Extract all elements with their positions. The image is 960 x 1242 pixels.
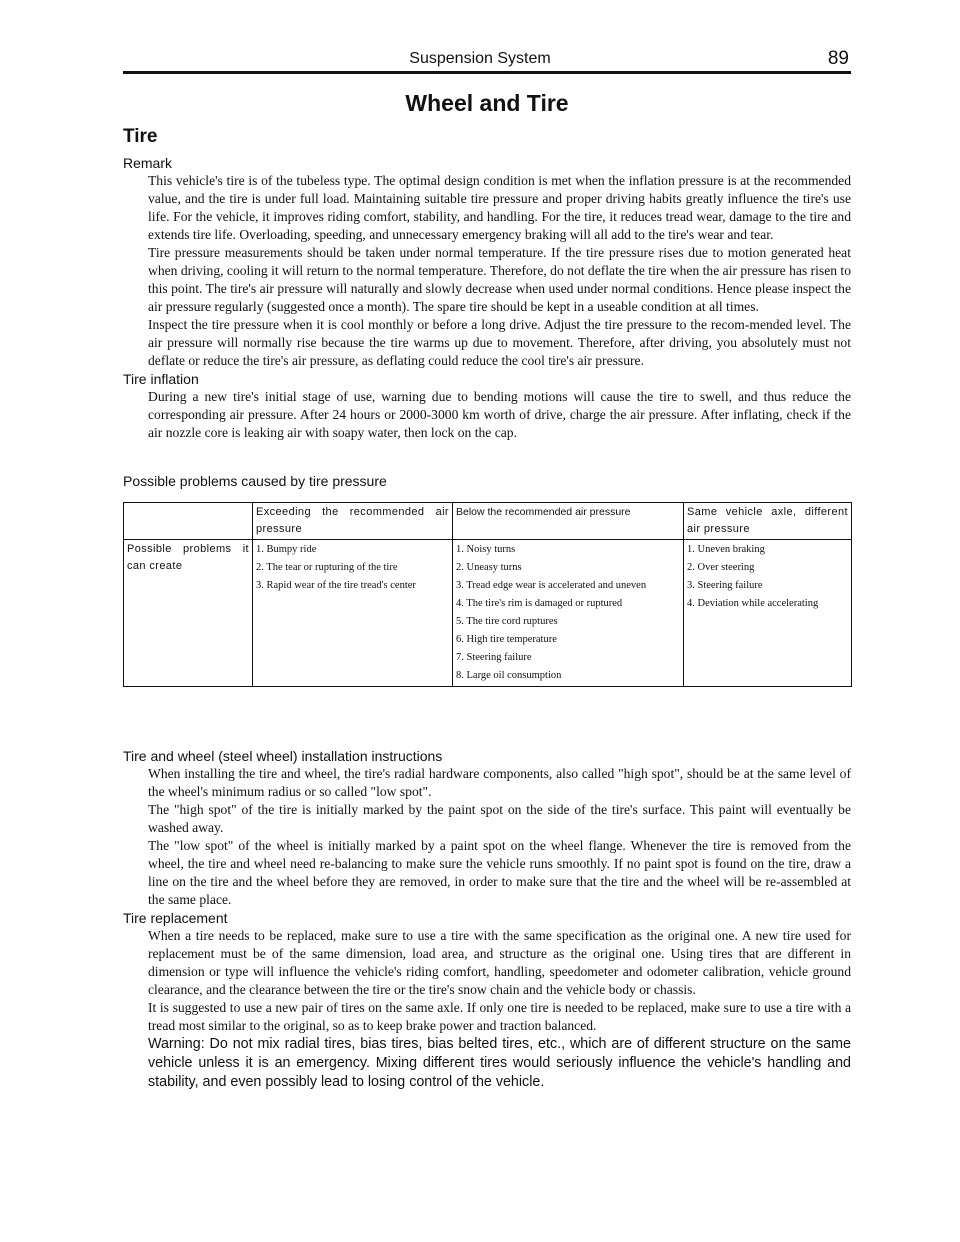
replacement-warning: Warning: Do not mix radial tires, bias tires, bias belted tires, etc., which are of different structure on the same vehicle unless it is an emergency. Mixing different tires would seriously influence the vehicle's handling and stability, and even possibly lead to losing control of the vehicle. [148, 1036, 851, 1090]
list-item: 3. Steering failure [687, 580, 763, 591]
table-row [124, 540, 852, 687]
tire-pressure-problems-table [123, 502, 852, 687]
list-item: 3. Rapid wear of the tire tread's center [256, 580, 416, 591]
list-item: 5. The tire cord ruptures [456, 616, 558, 627]
section-heading-tire: Tire [123, 126, 158, 147]
table-header-row [124, 503, 852, 540]
installation-paragraph: The "high spot" of the tire is initially marked by the paint spot on the side of the tire's surface. This paint will eventually be washed away. [148, 802, 851, 835]
page-content [123, 90, 851, 1092]
header-rule [123, 71, 851, 74]
installation-section [123, 747, 851, 909]
replacement-heading: Tire replacement [123, 910, 228, 926]
replacement-paragraph: It is suggested to use a new pair of tires on the same axle. If only one tire is needed to be replaced, make sure to use a tire with a tread most similar to the original, so as to keep brake power and traction balanced. [148, 1000, 851, 1033]
inflation-section [123, 370, 851, 442]
inflation-heading: Tire inflation [123, 371, 199, 387]
table-cell-exceeding [253, 540, 453, 687]
replacement-paragraph: When a tire needs to be replaced, make sure to use a tire with the same specification as the original one. A new tire used for replacement must be of the same dimension, load area, and structure as the original one. Using tires that are different in dimension or type will influence the vehicle's riding comfort, handling, speedometer and odometer calibration, vehicle ground clearance, and the clearance between the tire or the tire's snow chain and the vehicle body or chassis. [148, 928, 851, 997]
inflation-paragraph: During a new tire's initial stage of use, warning due to bending motions will cause the tire to swell, and thus reduce the corresponding air pressure. After 24 hours or 2000-3000 km worth of drive, charge the air pressure. After inflating, check if the air nozzle core is leaking air with soapy water, then lock on the cap. [148, 389, 851, 440]
running-header-title: Suspension System [409, 50, 551, 67]
page-title: Wheel and Tire [405, 90, 569, 116]
list-item: 7. Steering failure [456, 652, 532, 663]
remark-paragraph: Tire pressure measurements should be taken under normal temperature. If the tire pressure rises due to motion generated heat when driving, cooling it will return to the normal temperature. Therefore, do not deflate the tire when the air pressure has risen to this point. The tire's air pressure will naturally and slowly decrease when used under normal conditions. Hence please inspect the air pressure regularly (suggested once a month). The spare tire should be kept in a useable condition at all times. [148, 245, 851, 314]
installation-paragraph: When installing the tire and wheel, the tire's radial hardware components, also called "high spot", should be at the same level of the wheel's minimum radius or so called "low spot". [148, 766, 851, 799]
list-item: 2. The tear or rupturing of the tire [256, 562, 398, 573]
table-header-same-axle: Same vehicle axle, different air pressure [684, 503, 852, 540]
installation-paragraph: The "low spot" of the wheel is initially marked by a paint spot on the wheel flange. Whenever the tire is removed from the wheel, the tire and wheel need re-balancing to make sure the vehicle runs smoothly. If no paint spot is found on the tire, draw a line on the tire and the wheel before they are removed, in order to make sure that the tire and the wheel will be re-assembled at the same place. [148, 838, 851, 907]
remark-paragraph: Inspect the tire pressure when it is cool monthly or before a long drive. Adjust the tire pressure to the recom-mended level. The air pressure will normally rise because the tire warms up due to movement. Therefore, after driving, you absolutely must not deflate or reduce the tire's air pressure, as deflating could reduce the cool tire's air pressure. [148, 317, 851, 368]
remark-section [123, 154, 851, 370]
list-item: 8. Large oil consumption [456, 670, 562, 681]
table-header-blank-cell [124, 503, 253, 540]
page-number: 89 [827, 48, 849, 69]
list-item: 1. Uneven braking [687, 544, 765, 555]
table-cell-below [453, 540, 684, 687]
list-item: 4. The tire's rim is damaged or ruptured [456, 598, 623, 609]
table-header-below: Below the recommended air pressure [453, 503, 684, 540]
remark-paragraph: This vehicle's tire is of the tubeless type. The optimal design condition is met when the inflation pressure is at the recommended value, and the tire is under full load. Maintaining suitable tire pressure and proper driving habits greatly influence the tire's use life. For the vehicle, it improves riding comfort, stability, and handling. For the tire, it reduces tread wear, damage to the tire and extends tire life. Overloading, speeding, and unnecessary emergency braking will all add to the tire's wear and tear. [148, 173, 851, 242]
problems-heading: Possible problems caused by tire pressure [123, 473, 387, 489]
list-item: 2. Over steering [687, 562, 755, 573]
list-item: 6. High tire temperature [456, 634, 557, 645]
list-item: 3. Tread edge wear is accelerated and uneven [456, 580, 647, 591]
replacement-section [123, 909, 851, 1092]
remark-heading: Remark [123, 155, 173, 171]
list-item: 1. Bumpy ride [256, 544, 317, 555]
installation-heading: Tire and wheel (steel wheel) installation instructions [123, 748, 443, 764]
table-header-exceeding: Exceeding the recommended air pressure [253, 503, 453, 540]
problems-section [123, 472, 851, 687]
table-cell-same-axle [684, 540, 852, 687]
list-item: 4. Deviation while accelerating [687, 598, 819, 609]
list-item: 2. Uneasy turns [456, 562, 522, 573]
list-item: 1. Noisy turns [456, 544, 516, 555]
table-row-label: Possible problems it can create [124, 540, 253, 687]
